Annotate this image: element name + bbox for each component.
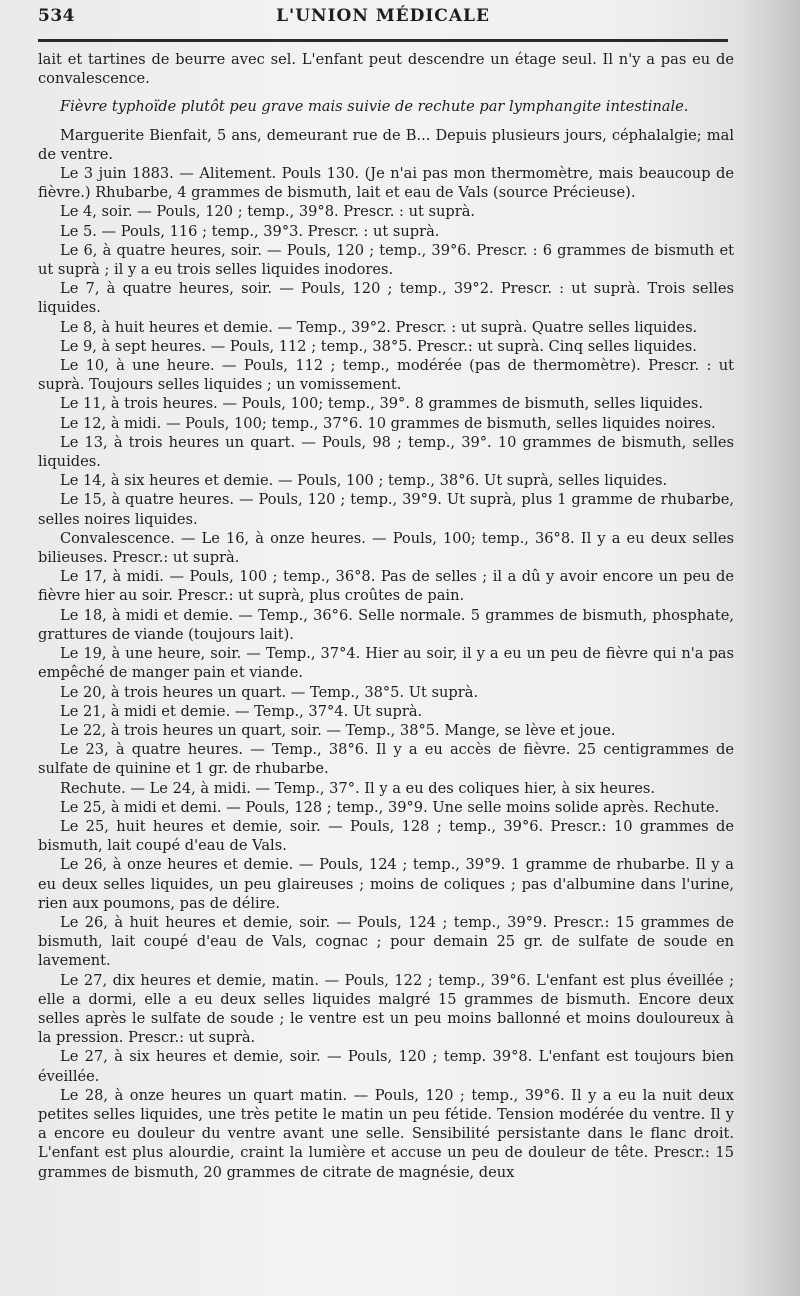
case-entry: Le 20, à trois heures un quart. — Temp., 38°5. Ut suprà.: [60, 683, 479, 701]
case-entry: Le 26, à huit heures et demie, soir. — Pouls, 124 ; temp., 39°9. Prescr.: 15 grammes de bismuth, lait coupé d'eau de Vals, cognac ; pour demain 25 gr. de sulfate de soude en lavement.: [38, 913, 734, 970]
body-text: [38, 50, 734, 1182]
case-entry: Le 27, dix heures et demie, matin. — Pouls, 122 ; temp., 39°6. L'enfant est plus éveillée ; elle a dormi, elle a eu deux selles liquides malgré 15 grammes de bismuth. Encore deux selles après le sulfate de soude ; le ventre est un peu moins ballonné et moins douloureux à la pression. Prescr.: ut suprà.: [38, 971, 734, 1047]
case-entry: Le 12, à midi. — Pouls, 100; temp., 37°6. 10 grammes de bismuth, selles liquides noires.: [60, 414, 716, 432]
case-entry: Le 26, à onze heures et demie. — Pouls, 124 ; temp., 39°9. 1 gramme de rhubarbe. Il y a eu deux selles liquides, un peu glaireuses ; moins de coliques ; pas d'albumine dans l'urine, rien aux poumons, pas de délire.: [38, 856, 734, 912]
case-entry: Le 18, à midi et demie. — Temp., 36°6. Selle normale. 5 grammes de bismuth, phosphate, grattures de viande (toujours lait).: [38, 606, 734, 643]
case-entry: Le 10, à une heure. — Pouls, 112 ; temp., modérée (pas de thermomètre). Prescr. : ut suprà. Toujours selles liquides ; un vomissement.: [38, 357, 734, 394]
case-entry: Rechute. — Le 24, à midi. — Temp., 37°. Il y a eu des coliques hier, à six heures.: [60, 779, 656, 797]
case-entry: Le 9, à sept heures. — Pouls, 112 ; temp., 38°5. Prescr.: ut suprà. Cinq selles liquides.: [60, 337, 697, 355]
case-entry: Le 27, à six heures et demie, soir. — Pouls, 120 ; temp. 39°8. L'enfant est toujours bien éveillée.: [38, 1048, 734, 1085]
page-number: 534: [38, 6, 75, 26]
journal-title: L'UNION MÉDICALE: [276, 6, 490, 26]
case-entry: Le 14, à six heures et demie. — Pouls, 100 ; temp., 38°6. Ut suprà, selles liquides.: [60, 472, 668, 490]
case-entry: Le 17, à midi. — Pouls, 100 ; temp., 36°8. Pas de selles ; il a dû y avoir encore un peu de fièvre hier au soir. Prescr.: ut suprà, plus croûtes de pain.: [38, 568, 734, 605]
case-title: Fièvre typhoïde plutôt peu grave mais suivie de rechute par lymphangite intestinale.: [60, 98, 689, 116]
case-entry: Le 13, à trois heures un quart. — Pouls, 98 ; temp., 39°. 10 grammes de bismuth, selles liquides.: [38, 433, 734, 471]
case-entry: Le 3 juin 1883. — Alitement. Pouls 130. (Je n'ai pas mon thermomètre, mais beaucoup de fièvre.) Rhubarbe, 4 grammes de bismuth, lait et eau de Vals (source Précieuse).: [38, 165, 734, 202]
case-entry: Le 7, à quatre heures, soir. — Pouls, 120 ; temp., 39°2. Prescr. : ut suprà. Trois selles liquides.: [38, 280, 734, 317]
page-header: [38, 6, 728, 28]
case-entry: Le 11, à trois heures. — Pouls, 100; temp., 39°. 8 grammes de bismuth, selles liquides.: [60, 395, 703, 413]
case-entry: Le 28, à onze heures un quart matin. — Pouls, 120 ; temp., 39°6. Il y a eu la nuit deux petites selles liquides, une très petite le matin un peu fétide. Tension modérée du ventre. Il y a encore eu douleur du ventre avant une selle. Sensibilité persistante dans le flanc droit. L'enfant est plus alourdie, craint la lumière et accuse un peu de douleur de tête. Prescr.: 15 grammes de bismuth, 20 grammes de citrate de magnésie, deux: [38, 1086, 734, 1181]
case-entry: Le 21, à midi et demie. — Temp., 37°4. Ut suprà.: [60, 702, 423, 720]
case-entry: Le 19, à une heure, soir. — Temp., 37°4. Hier au soir, il y a eu un peu de fièvre qui n'a pas empêché de manger pain et viande.: [38, 645, 734, 682]
case-entry: Le 25, huit heures et demie, soir. — Pouls, 128 ; temp., 39°6. Prescr.: 10 grammes de bismuth, lait coupé d'eau de Vals.: [38, 817, 734, 855]
case-entry: Marguerite Bienfait, 5 ans, demeurant rue de B... Depuis plusieurs jours, céphalalgie; mal de ventre.: [38, 126, 734, 163]
header-rule: [38, 39, 728, 42]
case-entry: Le 4, soir. — Pouls, 120 ; temp., 39°8. Prescr. : ut suprà.: [60, 203, 476, 221]
case-entry: Le 22, à trois heures un quart, soir. — Temp., 38°5. Mange, se lève et joue.: [60, 721, 616, 739]
page-edge-shadow: [740, 0, 800, 1296]
case-entry: Le 5. — Pouls, 116 ; temp., 39°3. Prescr. : ut suprà.: [60, 222, 440, 240]
case-entry: Le 25, à midi et demi. — Pouls, 128 ; temp., 39°9. Une selle moins solide après. Rechute.: [60, 798, 720, 816]
case-entry: Le 23, à quatre heures. — Temp., 38°6. Il y a eu accès de fièvre. 25 centigrammes de sulfate de quinine et 1 gr. de rhubarbe.: [38, 741, 734, 778]
case-entry: Le 6, à quatre heures, soir. — Pouls, 120 ; temp., 39°6. Prescr. : 6 grammes de bismuth et ut suprà ; il y a eu trois selles liquides inodores.: [38, 241, 734, 279]
case-entries: [38, 126, 734, 1182]
intro-paragraph: lait et tartines de beurre avec sel. L'enfant peut descendre un étage seul. Il n'y a pas eu de convalescence.: [38, 51, 734, 88]
case-entry: Le 15, à quatre heures. — Pouls, 120 ; temp., 39°9. Ut suprà, plus 1 gramme de rhubarbe, selles noires liquides.: [38, 491, 734, 528]
case-entry: Convalescence. — Le 16, à onze heures. — Pouls, 100; temp., 36°8. Il y a eu deux selles bilieuses. Prescr.: ut suprà.: [38, 529, 734, 567]
case-entry: Le 8, à huit heures et demie. — Temp., 39°2. Prescr. : ut suprà. Quatre selles liquides.: [60, 318, 698, 336]
